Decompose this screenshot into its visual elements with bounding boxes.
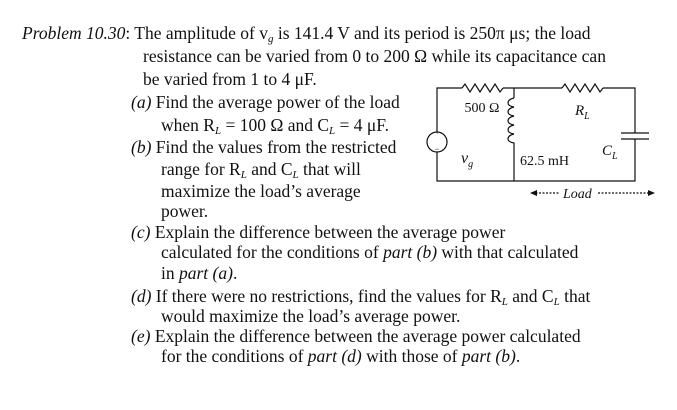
resistor-500-label: 500 Ω bbox=[464, 101, 500, 116]
part-d-text-1c: that bbox=[559, 286, 591, 306]
vg-letter: v bbox=[461, 150, 469, 167]
part-a-text-2b: = 100 Ω and C bbox=[221, 115, 330, 135]
part-b-text-2a: range for R bbox=[161, 159, 241, 179]
intro-text-3: be varied from 1 to 4 μF. bbox=[143, 69, 317, 89]
sub-L: L bbox=[214, 125, 222, 137]
part-e-text-2a: for the conditions of bbox=[161, 346, 308, 366]
part-d-text-1b: and C bbox=[507, 286, 554, 306]
part-b-text-2b: and C bbox=[246, 159, 293, 179]
source-minus: − bbox=[434, 144, 440, 154]
vg-sub: g bbox=[468, 159, 474, 170]
part-b-label: (b) bbox=[131, 137, 152, 157]
part-e-text-2c: . bbox=[515, 346, 521, 366]
part-c-label: (c) bbox=[131, 222, 151, 242]
load-resistor-label bbox=[574, 103, 590, 122]
part-c-ref-a: part (a) bbox=[179, 263, 233, 283]
part-a-text-1: Find the average power of the load bbox=[151, 92, 400, 112]
part-e-text-2b: with those of bbox=[361, 346, 462, 366]
source-label bbox=[461, 150, 473, 170]
source-plus: + bbox=[434, 127, 440, 137]
vg-subscript: g bbox=[267, 33, 274, 45]
intro-text-2: resistance can be varied from 0 to 200 Ω while its capacitance can bbox=[143, 46, 606, 66]
part-c-ref-b: part (b) bbox=[383, 242, 438, 262]
cl-letter: C bbox=[602, 143, 613, 159]
inductor-label: 62.5 mH bbox=[520, 154, 569, 169]
intro-text-1b: is 141.4 V and its period is 250π μs; the load bbox=[273, 23, 591, 43]
sub-L: L bbox=[553, 296, 560, 308]
load-arrow-left-head bbox=[530, 190, 537, 196]
part-c-text-2a: calculated for the conditions of bbox=[161, 242, 384, 262]
rl-letter: R bbox=[575, 103, 585, 119]
resistor-500 bbox=[462, 84, 503, 92]
load-label: Load bbox=[563, 187, 592, 202]
sub-L: L bbox=[240, 169, 247, 181]
part-d-text-2: would maximize the load’s average power. bbox=[161, 306, 461, 326]
part-c-text-2b: with that calculated bbox=[437, 242, 579, 262]
inductor-62-5mh bbox=[508, 98, 514, 181]
part-d-label: (d) bbox=[131, 286, 152, 306]
wire-top-left bbox=[437, 88, 462, 132]
part-b-text-1: Find the values from the restricted bbox=[151, 137, 397, 157]
part-b-text-3: maximize the load’s average bbox=[161, 181, 361, 201]
load-cap-label bbox=[602, 143, 618, 162]
part-d-text-1a: If there were no restrictions, find the values for R bbox=[151, 286, 502, 306]
rl-sub: L bbox=[584, 111, 590, 122]
load-arrow-right-head bbox=[648, 190, 655, 196]
sub-L: L bbox=[292, 169, 299, 181]
cl-sub: L bbox=[612, 151, 618, 162]
wire-bottom-left bbox=[437, 152, 514, 181]
part-e-ref-d: part (d) bbox=[307, 346, 362, 366]
part-e-text-1: Explain the difference between the average power calculated bbox=[150, 326, 581, 346]
part-a-text-2a: when R bbox=[161, 115, 215, 135]
part-a-label: (a) bbox=[131, 92, 152, 112]
part-e-ref-b: part (b) bbox=[461, 346, 516, 366]
part-e-label: (e) bbox=[131, 326, 151, 346]
sub-L: L bbox=[501, 296, 508, 308]
wire-right bbox=[603, 88, 635, 133]
part-c-text-1: Explain the difference between the average power bbox=[150, 222, 506, 242]
part-b-text-2c: that will bbox=[298, 159, 361, 179]
problem-label: Problem 10.30 bbox=[22, 23, 126, 43]
part-a-text-2c: = 4 μF. bbox=[335, 115, 389, 135]
part-c-text-3a: in bbox=[161, 263, 179, 283]
part-c-text-3b: . bbox=[232, 263, 238, 283]
intro-text-1a: : The amplitude of v bbox=[125, 23, 268, 43]
part-b-text-4: power. bbox=[161, 201, 209, 221]
resistor-rl bbox=[562, 84, 603, 92]
sub-L: L bbox=[329, 125, 336, 137]
